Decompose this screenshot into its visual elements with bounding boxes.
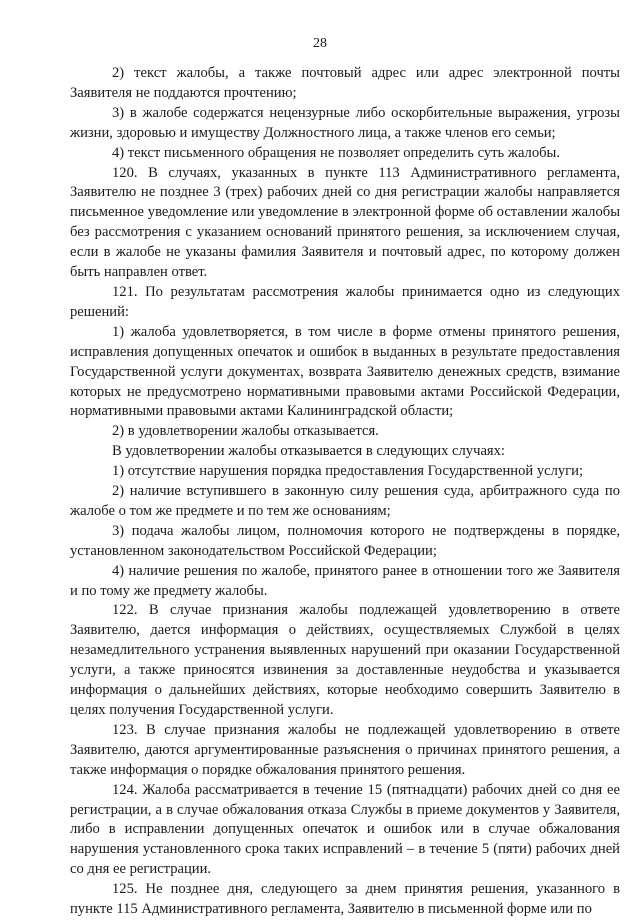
paragraph-123: 123. В случае признания жалобы не подлежащей удовлетворению в ответе Заявителю, даются аргументированные разъяснения о причинах принятого решения, а также информация о порядке обжалования принятого решения. [70, 721, 620, 778]
paragraph-item-2: 2) текст жалобы, а также почтовый адрес или адрес электронной почты Заявителя не поддаются прочтению; [70, 65, 620, 101]
paragraph-refusal-item-1: 1) отсутствие нарушения порядка предоставления Государственной услуги; [112, 463, 584, 480]
document-body [70, 64, 620, 920]
paragraph-refusal-item-3: 3) подача жалобы лицом, полномочия которого не подтверждены в порядке, установленном законодательством Российской Федерации; [70, 522, 620, 559]
paragraph-121-item-2: 2) в удовлетворении жалобы отказывается. [112, 423, 379, 440]
paragraph-refusal-intro: В удовлетворении жалобы отказывается в следующих случаях: [112, 443, 505, 460]
paragraph-refusal-item-4: 4) наличие решения по жалобе, принятого ранее в отношении того же Заявителя и по тому же предмету жалобы. [70, 562, 620, 599]
paragraph-124: 124. Жалоба рассматривается в течение 15 (пятнадцати) рабочих дней со дня ее регистрации, а в случае обжалования отказа Службы в приеме документов у Заявителя, либо в исправлении допущенных опечаток и ошибок или в случае обжалования нарушения установленного срока таких исправлений – в течение 5 (пяти) рабочих дней со дня ее регистрации. [70, 781, 620, 878]
paragraph-121-item-1: 1) жалоба удовлетворяется, в том числе в форме отмены принятого решения, исправления допущенных опечаток и ошибок в выданных в результате предоставления Государственной услуги документах, возврата Заявителю денежных средств, взимание которых не предусмотрено нормативными правовыми актами Российской Федерации, нормативными правовыми актами Калининградской области; [70, 323, 620, 420]
paragraph-125: 125. Не позднее дня, следующего за днем принятия решения, указанного в пункте 115 Административного регламента, Заявителю в письменной форме или по [70, 881, 620, 918]
paragraph-121: 121. По результатам рассмотрения жалобы принимается одно из следующих решений: [70, 283, 620, 320]
paragraph-120: 120. В случаях, указанных в пункте 113 Административного регламента, Заявителю не позднее 3 (трех) рабочих дней со дня регистрации жалобы направляется письменное уведомление или уведомление в электронной форме об оставлении жалобы без рассмотрения с указанием оснований принятого решения, за исключением случая, если в жалобе не указаны фамилия Заявителя и почтовый адрес, по которому должен быть направлен ответ. [70, 164, 620, 281]
paragraph-refusal-item-2: 2) наличие вступившего в законную силу решения суда, арбитражного суда по жалобе о том же предмете и по тем же основаниям; [70, 483, 620, 519]
paragraph-item-3: 3) в жалобе содержатся нецензурные либо оскорбительные выражения, угрозы жизни, здоровью и имуществу Должностного лица, а также членов его семьи; [70, 104, 620, 141]
paragraph-122: 122. В случае признания жалобы подлежащей удовлетворению в ответе Заявителю, дается информация о действиях, осуществляемых Службой в целях незамедлительного устранения выявленных нарушений при оказании Государственной услуги, а также приносятся извинения за доставленные неудобства и указывается информация о дальнейших действиях, которые необходимо совершить Заявителю в целях получения Государственной услуги. [70, 602, 620, 718]
paragraph-item-4: 4) текст письменного обращения не позволяет определить суть жалобы. [112, 144, 561, 161]
page-number: 28 [313, 36, 327, 51]
